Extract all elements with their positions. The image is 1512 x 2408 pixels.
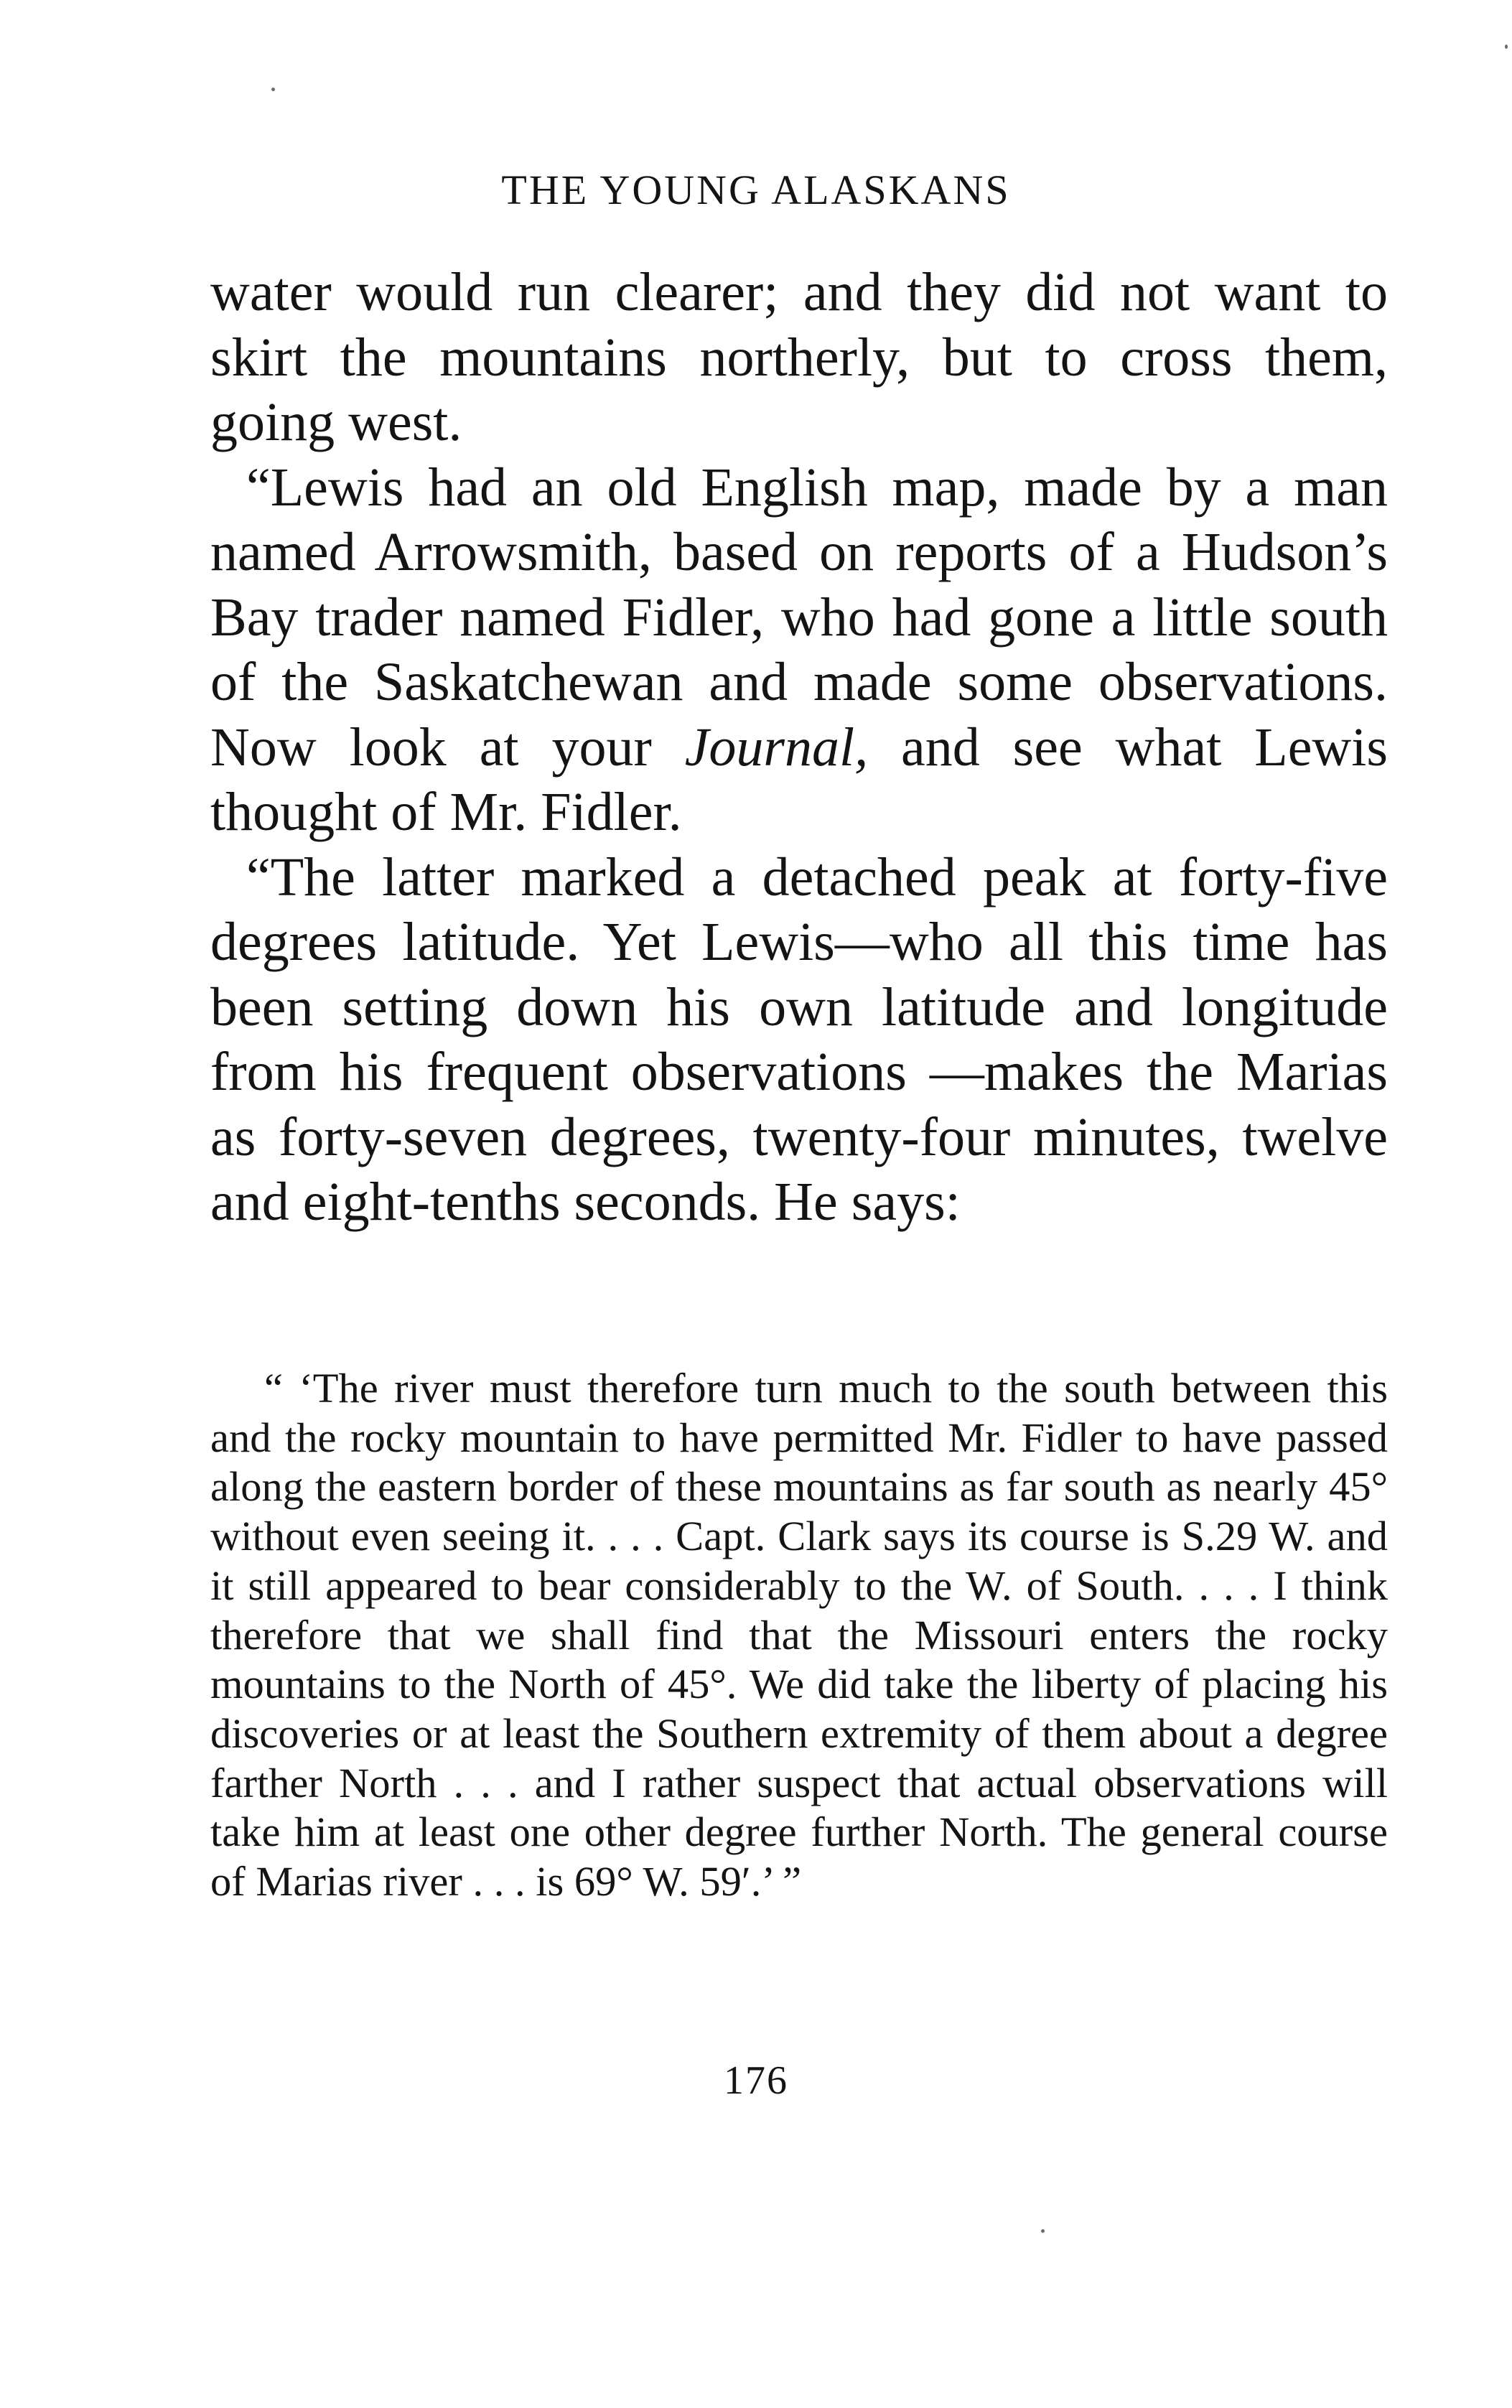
body-text — [210, 260, 1388, 1235]
quote-text: “ ‘The river must therefore turn much to the south between this and the rocky mountain to have permitted Mr. Fidler to have passed along the eastern border of these mountains as far south as nearly 45° without even seeing it. . . . Capt. Clark says its course is S.29 W. and it still appeared to bear considerably to the W. of South. . . . I think therefore that we shall find that the Missouri enters the rocky mountains to the North of 45°. We did take the liberty of placing his discoveries or at least the Southern extremity of them about a degree farther North . . . and I rather suspect that actual observations will take him at least one other degree further North. The general course of Marias river . . . is 69° W. 59′.’ ” — [210, 1365, 1388, 1905]
paper-speck — [1505, 45, 1508, 49]
paper-speck — [1041, 2229, 1045, 2233]
paragraph-latter-marked: “The latter marked a detached peak at forty-five degrees latitude. Yet Lewis—who all this time has been setting down his own latitude and longitude from his frequent observations —makes the Marias as forty-seven degrees, twenty-four minutes, twelve and eight-tenths seconds. He says: — [210, 846, 1388, 1232]
paragraph-lewis-map — [210, 455, 1388, 845]
running-head: THE YOUNG ALASKANS — [501, 167, 1011, 213]
block-quote — [210, 1364, 1388, 1907]
paragraph-continuation: water would run clearer; and they did not want to skirt the mountains northerly, but to cross them, going west. — [210, 262, 1388, 452]
journal-italic: Journal, — [684, 717, 869, 778]
paragraph-lewis-map-before: “Lewis had an old English map, made by a man named Arrowsmith, based on reports of a Hudson’s Bay trader named Fidler, who had gone a little south of the Saskatchewan and made some observations. Now look at your — [210, 457, 1388, 778]
paragraph-lewis-map-after: and see what Lewis thought of Mr. Fidler. — [210, 717, 1388, 842]
paper-speck — [271, 88, 275, 91]
page-number: 176 — [724, 2058, 788, 2103]
